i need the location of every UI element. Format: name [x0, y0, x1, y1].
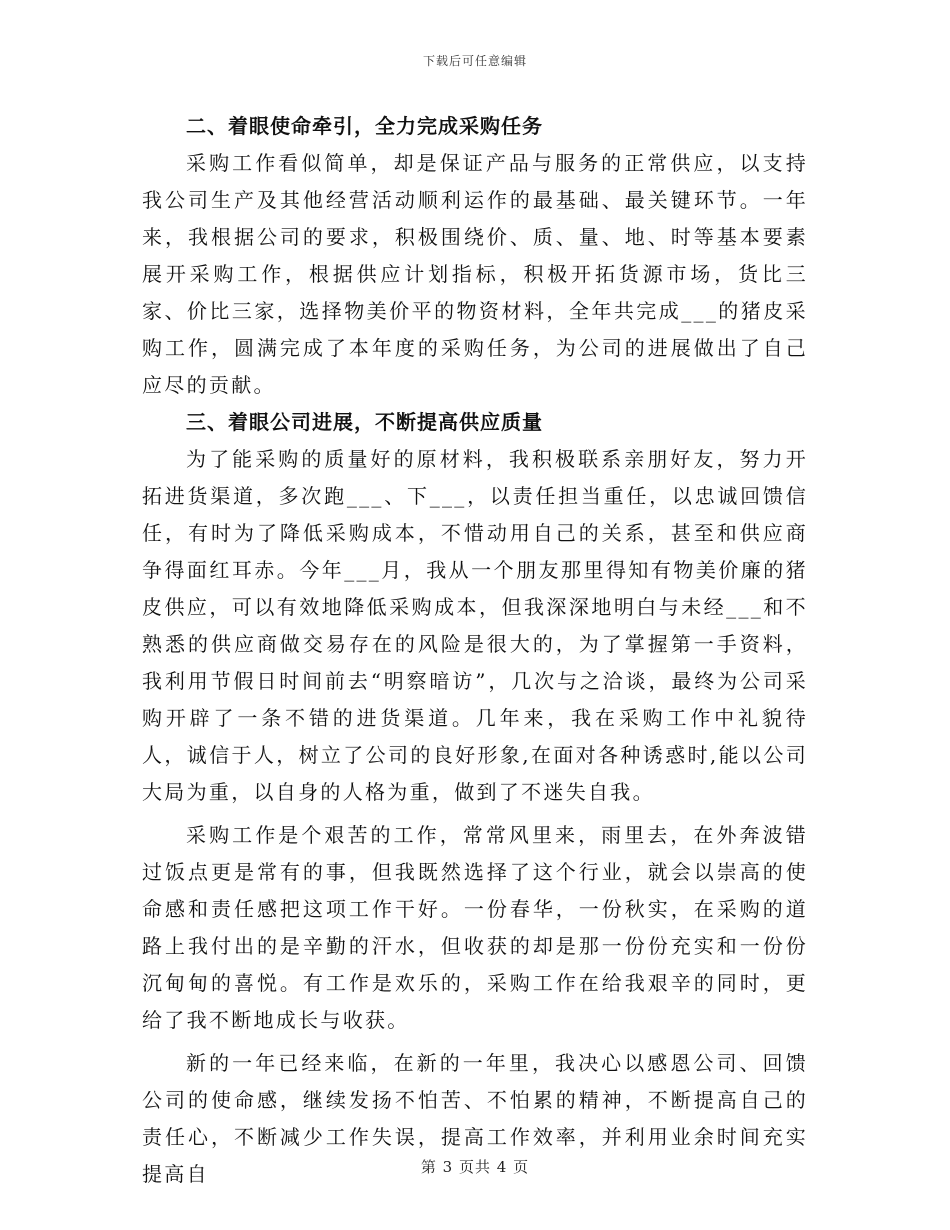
page-footer: 第 3 页共 4 页 [420, 1158, 530, 1176]
paragraph: 新的一年已经来临，在新的一年里，我决心以感恩公司、回馈公司的使命感，继续发扬不怕苦、不怕累的精神，不断提高自己的责任心，不断减少工作失误，提高工作效率，并利用业余时间充实提高自 [142, 1051, 808, 1186]
header-note: 下载后可任意编辑 [422, 54, 527, 68]
paragraph: 为了能采购的质量好的原材料，我积极联系亲朋好友，努力开拓进货渠道，多次跑___、下___，以责任担当重任，以忠诚回馈信任，有时为了降低采购成本，不惜动用自己的关系，甚至和供应商争得面红耳赤。今年___月，我从一个朋友那里得知有物美价廉的猪皮供应，可以有效地降低采购成本，但我深深地明白与未经___和不熟悉的供应商做交易存在的风险是很大的，为了掌握第一手资料，我利用节假日时间前去“明察暗访”，几次与之洽谈，最终为公司采购开辟了一条不错的进货渠道。几年来，我在采购工作中礼貌待人，诚信于人，树立了公司的良好形象,在面对各种诱惑时,能以公司大局为重，以自身的人格为重，做到了不迷失自我。 [142, 447, 808, 804]
paragraph: 采购工作是个艰苦的工作，常常风里来，雨里去，在外奔波错过饭点更是常有的事，但我既然选择了这个行业，就会以崇高的使命感和责任感把这项工作干好。一份春华，一份秋实，在采购的道路上我付出的是辛勤的汗水，但收获的却是那一份份充实和一份份沉甸甸的喜悦。有工作是欢乐的，采购工作在给我艰辛的同时，更给了我不断地成长与收获。 [142, 823, 808, 1032]
section-heading-2: 二、着眼使命牵引，全力完成采购任务 [186, 114, 543, 138]
document-body [142, 108, 808, 1193]
section-heading-3: 三、着眼公司进展，不断提高供应质量 [186, 410, 543, 434]
paragraph: 采购工作看似简单，却是保证产品与服务的正常供应，以支持我公司生产及其他经营活动顺利运作的最基础、最关键环节。一年来，我根据公司的要求，积极围绕价、质、量、地、时等基本要素展开采购工作，根据供应计划指标，积极开拓货源市场，货比三家、价比三家，选择物美价平的物资材料，全年共完成___的猪皮采购工作，圆满完成了本年度的采购任务，为公司的进展做出了自己应尽的贡献。 [142, 151, 808, 397]
